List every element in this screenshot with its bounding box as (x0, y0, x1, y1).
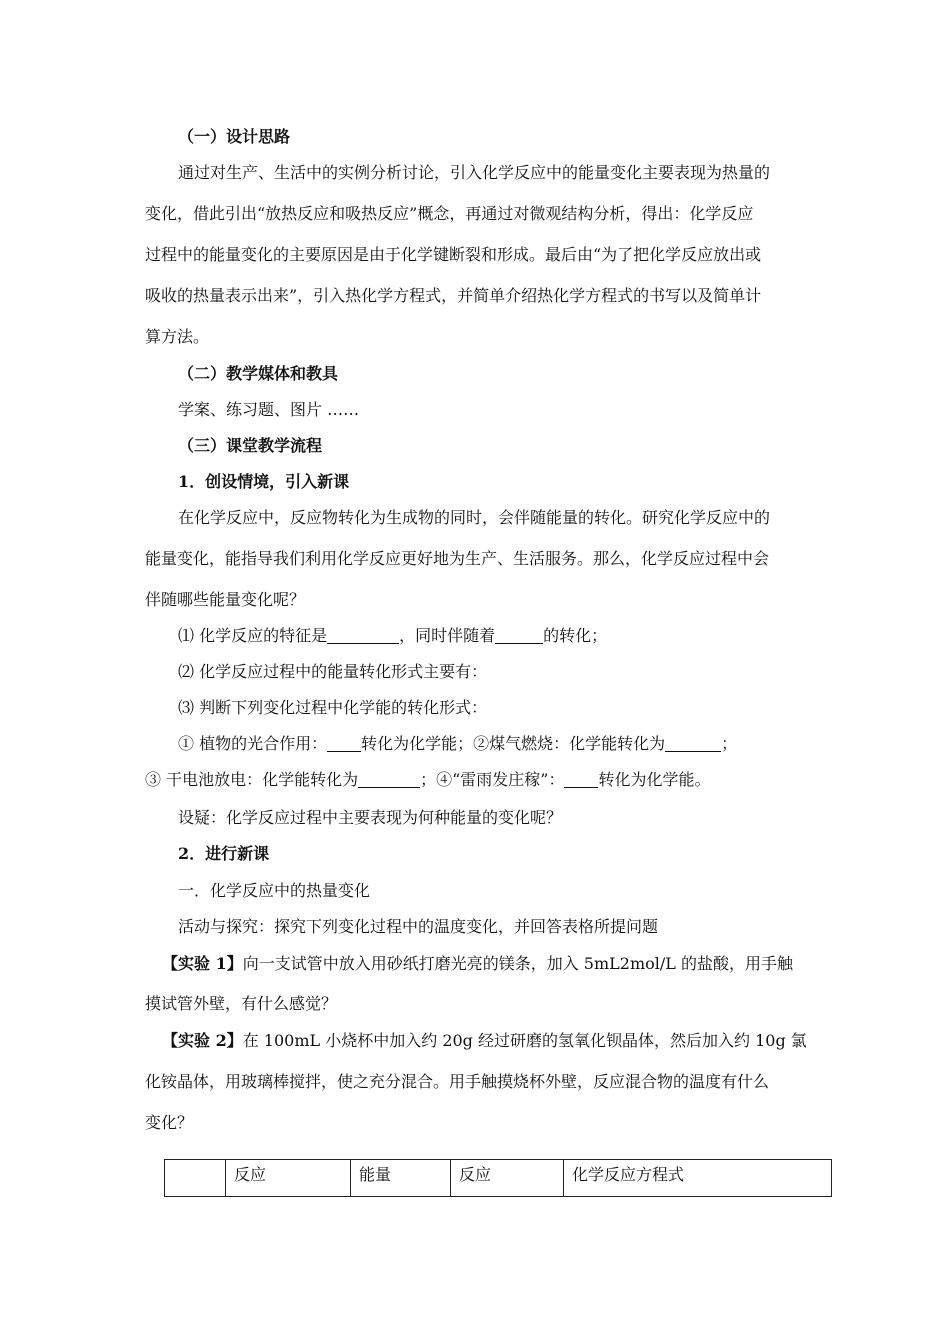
question-1: ⑴ 化学反应的特征是 ，同时伴随着 的转化； (178, 626, 608, 645)
paragraph-line: 变化，借此引出“放热反应和吸热反应”概念，再通过对微观结构分析，得出：化学反应 (145, 204, 754, 223)
paragraph-line: 通过对生产、生活中的实例分析讨论，引入化学反应中的能量变化主要表现为热量的 (178, 163, 771, 182)
doubt-line: 设疑：化学反应过程中主要表现为何种能量的变化呢？ (178, 808, 563, 827)
paragraph-line: 化铵晶体，用玻璃棒搅拌，使之充分混合。用手触摸烧杯外壁，反应混合物的温度有什么 (145, 1072, 770, 1091)
question-5: ③ 干电池放电：化学能转化为 ；④“雷雨发庄稼”： 转化为化学能。 (145, 770, 711, 789)
paragraph-line: 伴随哪些能量变化呢？ (145, 590, 306, 609)
experiment-tag: 【实验 2】 (162, 1031, 243, 1050)
sub-heading: 一．化学反应中的热量变化 (178, 881, 371, 900)
paragraph-line: 过程中的能量变化的主要原因是由于化学键断裂和形成。最后由“为了把化学反应放出或 (145, 245, 762, 264)
experiment-1: 【实验 1】向一支试管中放入用砂纸打磨光亮的镁条，加入 5mL2mol/L 的盐酸，用手触 (162, 954, 793, 973)
fill-blank (564, 771, 598, 788)
question-2: ⑵ 化学反应过程中的能量转化形式主要有： (178, 662, 488, 681)
fill-blank (358, 771, 420, 788)
paragraph-line: 算方法。 (145, 327, 210, 346)
experiment-table (164, 1159, 832, 1197)
experiment-tag: 【实验 1】 (162, 954, 243, 973)
paragraph-line: 摸试管外壁，有什么感觉？ (145, 994, 338, 1013)
section-1-heading: （一）设计思路 (178, 127, 291, 146)
fill-blank (495, 627, 543, 644)
fill-blank (327, 735, 361, 752)
table-header-cell: 反应 (451, 1160, 564, 1197)
table-header-cell: 能量 (351, 1160, 451, 1197)
subsection-heading: 1．创设情境，引入新课 (178, 472, 350, 491)
section-2-heading: （二）教学媒体和教具 (178, 364, 339, 383)
section-3-heading: （三）课堂教学流程 (178, 436, 323, 455)
table-header-cell: 反应 (226, 1160, 351, 1197)
table-header-row (165, 1160, 832, 1197)
paragraph-line: 吸收的热量表示出来”，引入热化学方程式，并简单介绍热化学方程式的书写以及简单计 (145, 286, 762, 305)
activity-line: 活动与探究：探究下列变化过程中的温度变化，并回答表格所提问题 (178, 917, 659, 936)
paragraph-line: 能量变化，能指导我们利用化学反应更好地为生产、生活服务。那么，化学反应过程中会 (145, 549, 770, 568)
fill-blank (327, 627, 399, 644)
paragraph-line: 学案、练习题、图片 …… (178, 400, 360, 419)
subsection-heading: 2．进行新课 (178, 844, 270, 863)
question-4: ① 植物的光合作用： 转化为化学能；②煤气燃烧：化学能转化为 ； (178, 734, 738, 753)
table-header-cell: 化学反应方程式 (564, 1160, 832, 1197)
paragraph-line: 变化？ (145, 1113, 194, 1132)
question-3: ⑶ 判断下列变化过程中化学能的转化形式： (178, 698, 488, 717)
experiment-2: 【实验 2】在 100mL 小烧杯中加入约 20g 经过研磨的氢氧化钡晶体，然后加入约 10g 氯 (162, 1031, 807, 1050)
fill-blank (665, 735, 721, 752)
paragraph-line: 在化学反应中，反应物转化为生成物的同时，会伴随能量的转化。研究化学反应中的 (178, 508, 771, 527)
table-header-cell (165, 1160, 226, 1197)
